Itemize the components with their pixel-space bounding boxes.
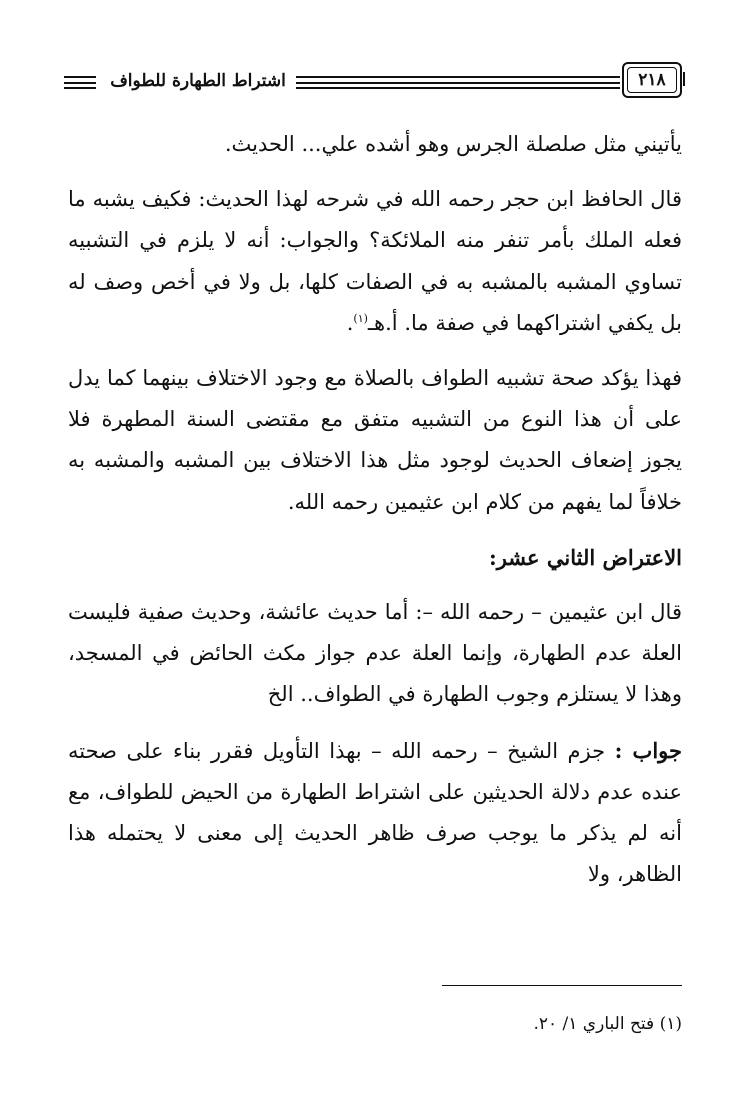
answer-label: جواب : [614,737,682,763]
main-text [68,124,682,895]
paragraph-1: يأتيني مثل صلصلة الجرس وهو أشده علي... الحديث. [224,132,682,156]
paragraph-4: قال ابن عثيمين – رحمه الله –: أما حديث عائشة، وحديث صفية فليست العلة عدم الطهارة، وإنما العلة عدم جواز مكث الحائض في المسجد، وهذا لا يستلزم وجوب الطهارة في الطواف.. الخ [68,600,682,707]
paragraph-2-end: . [346,310,354,335]
paragraph-5-text: جزم الشيخ – رحمه الله – بهذا التأويل فقرر بناء على صحته عنده عدم دلالة الحديثين على اشتراط الطهارة من الحيض للطواف، مع أنه لم يذكر ما يوجب صرف ظاهر الحديث إلى معنى لا يحتمله هذا الظاهر، ولا [68,738,682,887]
footnote: (١) فتح الباري ١/ ٢٠. [533,1014,682,1034]
page-number: ٢١٨ [627,67,677,93]
running-header [64,62,686,102]
footnote-separator [442,985,682,986]
header-rule-right [296,76,620,89]
running-title: اشتراط الطهارة للطواف [110,71,286,91]
header-rule-left [64,76,96,89]
footnote-reference: (١) [353,311,368,325]
page-number-box [622,62,682,98]
page-number-tick [683,72,688,86]
paragraph-2-text: قال الحافظ ابن حجر رحمه الله في شرحه لهذا الحديث: فكيف يشبه ما فعله الملك بأمر تنفر منه الملائكة؟ والجواب: أنه لا يلزم في التشبيه تساوي المشبه بالمشبه به في الصفات كلها، بل ولا في أخص وصف له بل يكفي اشتراكهما في صفة ما. أ.هـ [68,187,682,335]
paragraph-5 [68,730,682,896]
paragraph-2 [68,179,682,344]
paragraph-3: فهذا يؤكد صحة تشبيه الطواف بالصلاة مع وجود الاختلاف بينهما كما يدل على أن هذا النوع من التشبيه متفق مع مقتضى السنة المطهرة فلا يجوز إضعاف الحديث لوجود مثل هذا الاختلاف بين المشبه والمشبه به خلافاً لما يفهم من كلام ابن عثيمين رحمه الله. [68,366,682,514]
section-heading: الاعتراض الثاني عشر: [488,544,682,570]
